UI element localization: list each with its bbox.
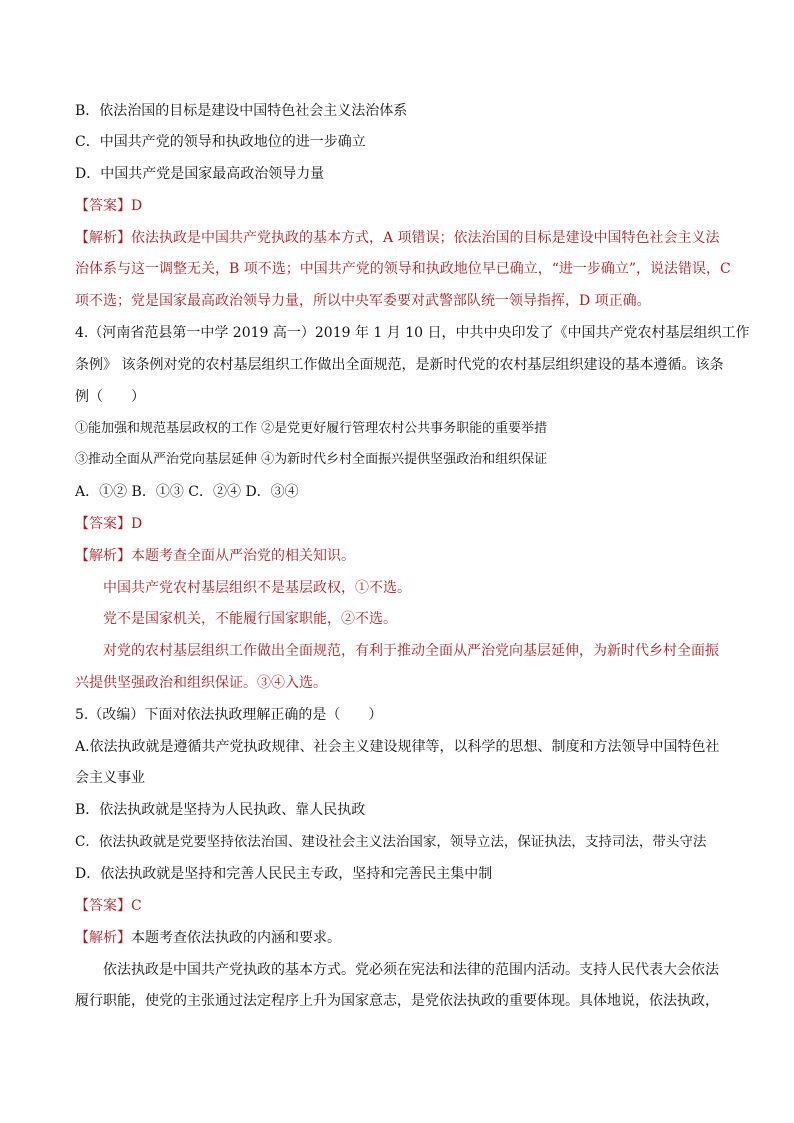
analysis-text: 本题考查全面从严治党的相关知识。 xyxy=(131,548,355,564)
answer-value: D xyxy=(131,516,143,532)
q4-stem-line-3: 例（ ） xyxy=(75,389,145,405)
q5-stem: 5.（改编）下面对依法执政理解正确的是（ ） xyxy=(75,707,383,723)
q3-analysis-line-1 xyxy=(75,228,754,248)
q4-stem-line-2: 条例》 该条例对党的农村基层组织工作做出全面规范，是新时代党的农村基层组织建设的基本遵循。该条 xyxy=(75,357,724,373)
q3-option-c: C．中国共产党的领导和执政地位的进一步确立 xyxy=(75,134,366,150)
q4-analysis-line-2: 党不是国家机关，不能履行国家职能，②不选。 xyxy=(103,611,397,627)
q3-analysis-line-2: 治体系与这一调整无关，B 项不选；中国共产党的领导和执政地位早已确立，“进一步确立”，说法错误，C xyxy=(75,261,731,277)
q4-answer xyxy=(75,514,754,534)
answer-value: D xyxy=(131,198,143,214)
q3-analysis-line-3: 项不选；党是国家最高政治领导力量，所以中央军委要对武警部队统一领导指挥，D 项正确。 xyxy=(75,293,651,309)
q3-answer xyxy=(75,196,754,216)
q5-option-a-line-2: 会主义事业 xyxy=(75,770,145,786)
q5-analysis-line-1: 依法执政是中国共产党执政的基本方式。党必须在宪法和法律的范围内活动。支持人民代表大会依法 xyxy=(103,962,719,978)
q5-analysis-head xyxy=(75,928,754,948)
analysis-tag: 【解析】 xyxy=(75,930,131,946)
q4-analysis-line-3: 对党的农村基层组织工作做出全面规范，有利于推动全面从严治党向基层延伸，为新时代乡村全面振 xyxy=(103,643,719,659)
q5-option-d: D．依法执政就是坚持和完善人民民主专政，坚持和完善民主集中制 xyxy=(75,866,493,882)
q3-option-b: B．依法治国的目标是建设中国特色社会主义法治体系 xyxy=(75,103,408,119)
q5-answer xyxy=(75,896,754,916)
q4-statements-2: ③推动全面从严治党向基层延伸 ④为新时代乡村全面振兴提供坚强政治和组织保证 xyxy=(75,452,548,467)
q5-option-c: C．依法执政就是党要坚持依法治国、建设社会主义法治国家，领导立法，保证执法，支持司法，带头守法 xyxy=(75,834,707,850)
analysis-tag: 【解析】 xyxy=(75,230,131,246)
q4-statements-1: ①能加强和规范基层政权的工作 ②是党更好履行管理农村公共事务职能的重要举措 xyxy=(75,421,548,436)
q5-option-a-line-1: A.依法执政就是遵循共产党执政规律、社会主义建设规律等，以科学的思想、制度和方法领导中国特色社 xyxy=(75,739,720,755)
q4-analysis-line-4: 兴提供坚强政治和组织保证。③④入选。 xyxy=(75,675,327,691)
q4-analysis-line-1: 中国共产党农村基层组织不是基层政权，①不选。 xyxy=(103,580,411,596)
q4-stem-line-1: 4.（河南省范县第一中学 2019 高一）2019 年 1 月 10 日，中共中央印发了《中国共产党农村基层组织工作 xyxy=(75,325,750,341)
q5-option-b: B．依法执政就是坚持为人民执政、靠人民执政 xyxy=(75,802,366,818)
q4-options: A．①② B．①③ C．②④ D．③④ xyxy=(75,484,299,500)
q5-analysis-line-2: 履行职能，使党的主张通过法定程序上升为国家意志，是党依法执政的重要体现。具体地说，依法执政， xyxy=(75,993,719,1009)
q3-option-d: D．中国共产党是国家最高政治领导力量 xyxy=(75,166,325,182)
answer-value: C xyxy=(131,898,142,914)
analysis-text: 依法执政是中国共产党执政的基本方式，A 项错误；依法治国的目标是建设中国特色社会主义法 xyxy=(131,230,720,246)
analysis-text: 本题考查依法执政的内涵和要求。 xyxy=(131,930,341,946)
answer-tag: 【答案】 xyxy=(75,198,131,214)
q4-analysis-head xyxy=(75,546,754,566)
analysis-tag: 【解析】 xyxy=(75,548,131,564)
answer-tag: 【答案】 xyxy=(75,516,131,532)
answer-tag: 【答案】 xyxy=(75,898,131,914)
